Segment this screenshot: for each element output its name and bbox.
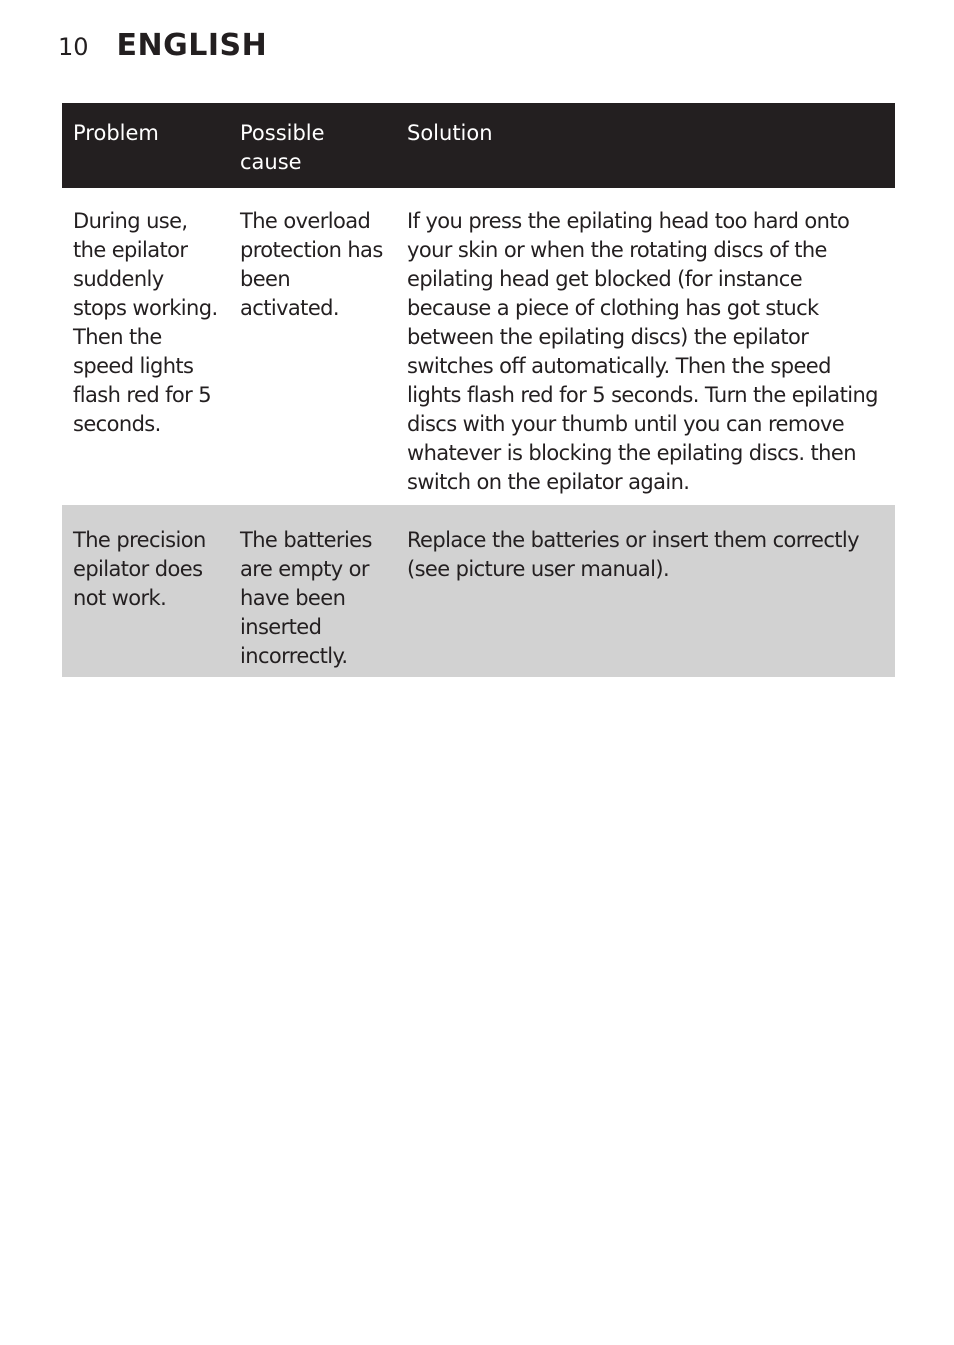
solution-cell: If you press the epilating head too hard onto your skin or when the rotating discs of the epilating head get blocked (for instance because a piece of clothing has got stuck between the epilating discs) the epilator switches off automatically. Then the speed lights flash red for 5 seconds. Turn the epilating discs with your thumb until you can remove whatever is blocking the epilating discs. then switch on the epilator again.: [407, 209, 878, 494]
problem-cell: The precision epilator does not work.: [62, 505, 229, 677]
table-row: [62, 188, 895, 505]
solution-cell: Replace the batteries or insert them correctly (see picture user manual).: [396, 505, 895, 677]
column-header-solution: Solution: [396, 103, 895, 188]
table-row: [62, 505, 895, 677]
column-header-cause: Possible cause: [229, 103, 396, 188]
troubleshooting-table: [62, 103, 895, 677]
section-title: ENGLISH: [116, 28, 268, 63]
page-number: 10: [58, 33, 89, 61]
table-header-row: [62, 103, 895, 188]
cause-cell: The batteries are empty or have been inserted incorrectly.: [229, 505, 396, 677]
page-header: [58, 28, 267, 68]
column-header-problem: Problem: [62, 103, 229, 188]
problem-cell: During use, the epilator suddenly stops working. Then the speed lights flash red for 5 seconds.: [73, 209, 218, 436]
cause-cell: The overload protection has been activated.: [240, 209, 383, 320]
